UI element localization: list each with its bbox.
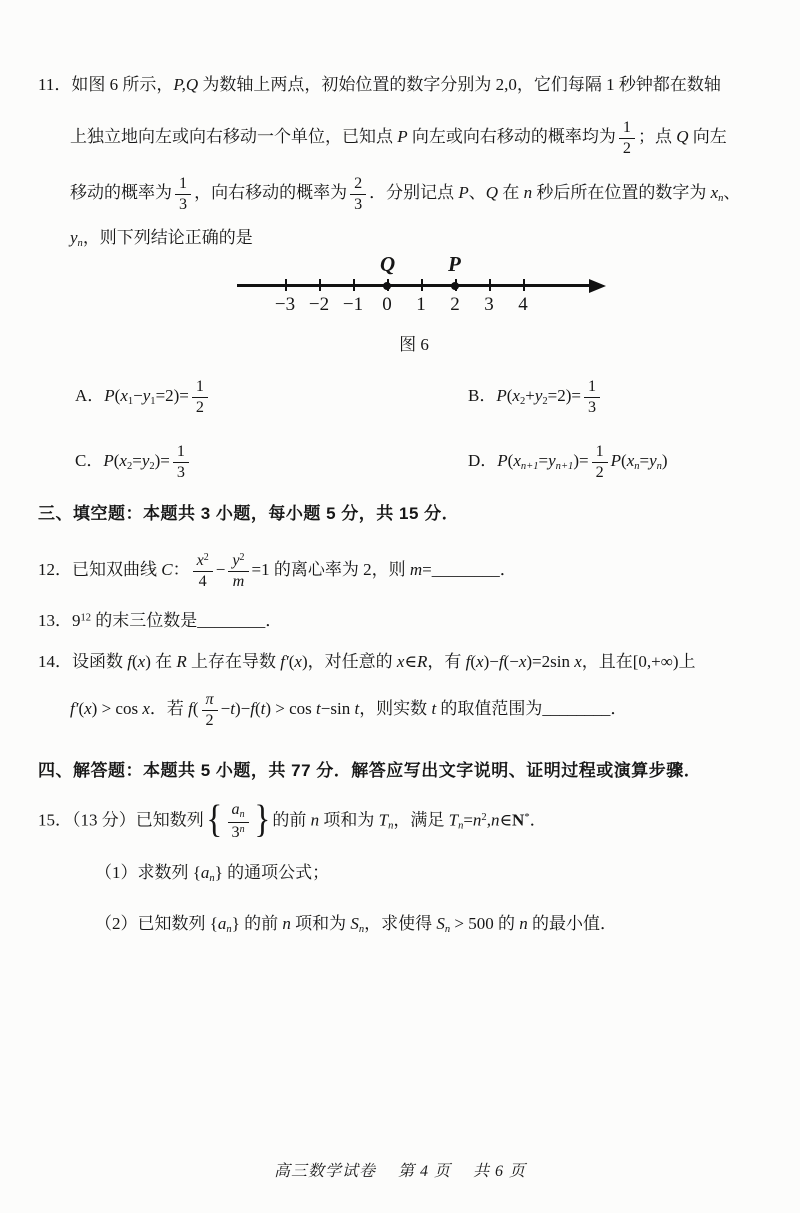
text-run: 为数轴上两点，初始位置的数字分别为 2,0，它们每隔 1 秒钟都在数轴 bbox=[198, 75, 721, 94]
text-run: ．分别记点 bbox=[369, 183, 459, 202]
text-run: x bbox=[196, 552, 204, 570]
text-run: x bbox=[142, 699, 150, 718]
text-run: )− bbox=[234, 699, 251, 718]
fraction bbox=[175, 175, 191, 213]
text-run: 2 bbox=[149, 461, 155, 473]
text-run: A． bbox=[75, 386, 105, 405]
text-run: 13．9 bbox=[38, 611, 81, 630]
text-run: t bbox=[260, 699, 266, 718]
text-run: ) bbox=[145, 652, 151, 671]
page-footer: 高三数学试卷 第 4 页 共 6 页 bbox=[273, 1163, 526, 1180]
text-run: x bbox=[710, 183, 719, 202]
text-run: ) > cos bbox=[265, 699, 317, 718]
text-run: x bbox=[518, 652, 527, 671]
text-run: 3 bbox=[587, 398, 597, 416]
text-run: ，则下列结论正确的是 bbox=[82, 228, 253, 247]
text-run: y bbox=[141, 451, 150, 470]
text-run: C bbox=[161, 560, 173, 579]
text-run: n bbox=[490, 810, 500, 830]
text-run: n bbox=[718, 193, 724, 205]
text-run: 移动的概率为 bbox=[70, 183, 172, 202]
text-run: 1 bbox=[595, 443, 604, 461]
text-run: 的最小值． bbox=[527, 914, 617, 933]
text-run: P bbox=[610, 451, 622, 470]
text-run: + bbox=[525, 386, 535, 405]
question-11-line-1 bbox=[38, 74, 721, 97]
axis-tick-label: −3 bbox=[274, 294, 296, 315]
text-run: n bbox=[523, 183, 533, 202]
text-run: 1 bbox=[150, 396, 156, 408]
text-run: ) bbox=[301, 652, 308, 671]
fraction bbox=[350, 175, 366, 213]
question-15-part-2 bbox=[95, 913, 617, 937]
text-run: x bbox=[120, 386, 128, 405]
text-run: n+1 bbox=[520, 461, 539, 473]
text-run: x bbox=[476, 652, 484, 671]
text-run: f bbox=[127, 652, 132, 671]
text-run: ，则实数 bbox=[359, 699, 432, 718]
text-run: 、 bbox=[468, 183, 486, 202]
text-run: ( bbox=[507, 451, 514, 470]
question-11-line-4 bbox=[70, 227, 253, 251]
text-run: ． bbox=[499, 560, 517, 579]
option-a bbox=[75, 370, 211, 422]
text-run: )= bbox=[154, 451, 170, 470]
text-run: n bbox=[656, 461, 662, 473]
fraction bbox=[202, 691, 218, 729]
question-15-part-1 bbox=[95, 862, 329, 886]
text-run: ________ bbox=[197, 611, 266, 630]
axis-tick bbox=[421, 279, 423, 291]
text-run: 2 bbox=[205, 711, 214, 729]
text-run: 项和为 bbox=[319, 810, 379, 830]
text-run: 2 bbox=[622, 139, 631, 157]
text-run: > 500 的 bbox=[450, 914, 520, 933]
text-run: ) > cos bbox=[91, 699, 143, 718]
axis-tick-label: 4 bbox=[518, 294, 528, 315]
text-run: 2 bbox=[239, 552, 245, 564]
text-run: n bbox=[239, 809, 245, 821]
text-run: m bbox=[409, 560, 423, 579]
axis-arrow-icon bbox=[589, 279, 606, 293]
figure-caption: 图 6 bbox=[399, 335, 429, 354]
text-run: y bbox=[142, 386, 151, 405]
text-run: P bbox=[458, 183, 469, 202]
text-run: f bbox=[188, 699, 193, 718]
text-run: f bbox=[498, 652, 504, 671]
point-label-q: Q bbox=[380, 252, 396, 276]
axis-tick bbox=[319, 279, 321, 291]
text-run: )= bbox=[573, 451, 589, 470]
text-run: ( bbox=[192, 699, 199, 718]
fraction bbox=[193, 552, 213, 590]
text-run: P bbox=[497, 451, 508, 470]
text-run: 1 bbox=[622, 119, 631, 137]
text-run: y bbox=[534, 386, 543, 405]
text-run: )− bbox=[483, 652, 499, 671]
text-run: 的前 bbox=[272, 810, 311, 830]
axis-tick-label: 0 bbox=[382, 294, 392, 315]
text-run: y bbox=[70, 228, 78, 247]
point-label-p: P bbox=[448, 252, 461, 276]
text-run: t bbox=[230, 699, 235, 718]
text-run: 上存在导数 bbox=[186, 652, 281, 671]
axis-tick-label: 3 bbox=[484, 294, 494, 315]
text-run: 3 bbox=[354, 195, 363, 213]
text-run: ，对任意的 bbox=[307, 652, 397, 671]
text-run: x bbox=[396, 652, 405, 671]
text-run: R bbox=[417, 652, 428, 671]
text-run: 2 bbox=[595, 463, 604, 481]
text-run: } 的通项公式； bbox=[214, 863, 330, 882]
question-13 bbox=[38, 610, 282, 633]
text-run: ( bbox=[506, 386, 513, 405]
text-run: 项和为 bbox=[290, 914, 351, 933]
text-run: ( bbox=[113, 451, 120, 470]
text-run: 1 bbox=[179, 175, 188, 193]
point-dot-p bbox=[451, 282, 460, 291]
text-run: 1 bbox=[127, 396, 134, 408]
fraction bbox=[592, 443, 608, 481]
text-run: )=2sin bbox=[526, 652, 575, 671]
text-run: n bbox=[358, 924, 365, 936]
text-run: a bbox=[231, 801, 240, 819]
text-run: 向左 bbox=[688, 127, 727, 146]
text-run: n bbox=[634, 461, 640, 473]
section-3-header: 三、填空题：本题共 3 小题，每小题 5 分，共 15 分． bbox=[38, 504, 460, 523]
text-run: n bbox=[310, 810, 320, 830]
text-run: 上独立地向左或向右移动一个单位，已知点 bbox=[70, 127, 398, 146]
axis-tick bbox=[353, 279, 355, 291]
text-run: 11．如图 6 所示， bbox=[38, 75, 174, 94]
text-run: ： bbox=[172, 560, 190, 579]
text-run: 2 bbox=[126, 461, 133, 473]
text-run: n bbox=[209, 873, 215, 885]
question-12 bbox=[38, 542, 517, 598]
text-run: − bbox=[215, 560, 226, 579]
text-run: P bbox=[104, 386, 115, 405]
text-run: =1 的离心率为 2，则 bbox=[251, 560, 410, 579]
text-run: , bbox=[486, 810, 491, 830]
text-run: f bbox=[250, 699, 255, 718]
text-run: = bbox=[463, 810, 473, 830]
question-14-line-2 bbox=[70, 683, 627, 735]
text-run: n bbox=[472, 810, 482, 830]
text-run: n bbox=[239, 824, 245, 836]
text-run: − bbox=[133, 386, 143, 405]
text-run: n bbox=[388, 820, 394, 832]
fraction bbox=[619, 119, 635, 157]
fraction bbox=[228, 801, 249, 841]
text-run: 1 bbox=[587, 378, 597, 396]
text-run: 14．设函数 bbox=[38, 652, 128, 671]
question-14-line-1 bbox=[38, 651, 696, 674]
text-run: 15．（13 分）已知数列 bbox=[38, 810, 204, 830]
text-run: R bbox=[176, 652, 187, 671]
text-run: S bbox=[436, 914, 445, 933]
text-run: 2 bbox=[354, 175, 363, 193]
text-run: ． bbox=[265, 611, 283, 630]
text-run: x bbox=[626, 451, 635, 470]
text-run: =2)= bbox=[547, 386, 581, 405]
text-run: 2 bbox=[203, 552, 209, 564]
text-run: = bbox=[132, 451, 142, 470]
text-run: 4 bbox=[198, 572, 207, 590]
text-run: =2)= bbox=[155, 386, 189, 405]
text-run: * bbox=[524, 812, 530, 823]
text-run: f bbox=[465, 652, 471, 671]
text-run: 的末三位数是 bbox=[91, 611, 198, 630]
text-run: ________ bbox=[431, 560, 500, 579]
text-run: n+1 bbox=[555, 461, 574, 473]
text-run: = bbox=[422, 560, 432, 579]
text-run: x bbox=[294, 652, 302, 671]
axis-tick-label: −1 bbox=[342, 294, 364, 315]
text-run: D． bbox=[468, 451, 498, 470]
option-d bbox=[468, 435, 668, 487]
axis-tick bbox=[285, 279, 287, 291]
fraction bbox=[584, 378, 600, 416]
text-run: ) bbox=[661, 451, 668, 470]
text-run: x bbox=[513, 451, 521, 470]
text-run: n bbox=[77, 238, 83, 250]
text-run: P bbox=[397, 127, 408, 146]
text-run: n bbox=[519, 914, 528, 933]
text-run: P bbox=[496, 386, 507, 405]
text-run: P bbox=[103, 451, 114, 470]
text-run: = bbox=[639, 451, 650, 470]
axis-tick bbox=[523, 279, 525, 291]
option-c bbox=[75, 435, 192, 487]
text-run: t bbox=[431, 699, 437, 718]
point-dot-q bbox=[383, 282, 392, 291]
text-run: （1）求数列 { bbox=[95, 863, 201, 882]
text-run: 2 bbox=[195, 398, 204, 416]
text-run: 3 bbox=[231, 824, 240, 842]
text-run: n bbox=[282, 914, 291, 933]
text-run: ∈ bbox=[404, 652, 417, 671]
text-run: f′ bbox=[280, 652, 289, 671]
axis-tick-label: 2 bbox=[450, 294, 460, 315]
text-run: = bbox=[538, 451, 549, 470]
text-run: ∈ bbox=[499, 810, 513, 830]
text-run: ( bbox=[78, 699, 85, 718]
text-run: C． bbox=[75, 451, 104, 470]
text-run: n bbox=[444, 924, 451, 936]
text-run: ( bbox=[470, 652, 477, 671]
text-run: a bbox=[200, 863, 210, 882]
text-run: 12 bbox=[80, 612, 92, 624]
text-run: ( bbox=[114, 386, 121, 405]
text-run: m bbox=[232, 572, 245, 590]
text-run: f′ bbox=[70, 699, 79, 718]
text-run: ( bbox=[288, 652, 295, 671]
text-run: ( bbox=[131, 652, 138, 671]
text-run: y bbox=[548, 451, 556, 470]
text-run: ，且在[0,+∞)上 bbox=[581, 652, 696, 671]
axis-tick-label: −2 bbox=[308, 294, 330, 315]
text-run: π bbox=[205, 691, 214, 709]
text-run: 2 bbox=[519, 396, 526, 408]
text-run: ；点 bbox=[637, 127, 677, 146]
text-run: ，满足 bbox=[393, 810, 449, 830]
text-run: ，有 bbox=[427, 652, 466, 671]
text-run: ________ bbox=[542, 699, 611, 718]
text-run: ( bbox=[254, 699, 261, 718]
text-run: t bbox=[354, 699, 360, 718]
text-run: ． bbox=[610, 699, 628, 718]
text-run: ，求使得 bbox=[364, 914, 437, 933]
text-run: ． bbox=[529, 810, 547, 830]
text-run: 3 bbox=[176, 463, 185, 481]
text-run: y bbox=[232, 552, 240, 570]
question-11-line-3 bbox=[70, 167, 740, 219]
text-run: S bbox=[350, 914, 359, 933]
text-run: 、 bbox=[723, 183, 741, 202]
text-run: N bbox=[512, 810, 525, 830]
text-run: P,Q bbox=[173, 75, 199, 94]
option-b bbox=[468, 370, 603, 422]
fraction bbox=[173, 443, 189, 481]
text-run: a bbox=[217, 914, 227, 933]
text-run: } 的前 bbox=[231, 914, 283, 933]
text-run: − bbox=[220, 699, 231, 718]
text-run: 12．已知双曲线 bbox=[38, 560, 162, 579]
text-run: 在 bbox=[498, 183, 524, 202]
text-run: 3 bbox=[179, 195, 188, 213]
number-line-figure bbox=[237, 250, 617, 358]
text-run: −sin bbox=[320, 699, 355, 718]
text-run: Q bbox=[485, 183, 499, 202]
text-run: n bbox=[226, 924, 232, 936]
text-run: x bbox=[119, 451, 127, 470]
text-run: (− bbox=[503, 652, 519, 671]
text-run: x bbox=[137, 652, 146, 671]
text-run: x bbox=[512, 386, 520, 405]
text-run: （2）已知数列 { bbox=[95, 914, 218, 933]
text-run: 1 bbox=[195, 378, 204, 396]
text-run: y bbox=[649, 451, 657, 470]
text-run: B． bbox=[468, 386, 497, 405]
text-run: ．若 bbox=[149, 699, 189, 718]
text-run: 2 bbox=[542, 396, 548, 408]
axis-line bbox=[237, 284, 591, 287]
text-run: 1 bbox=[176, 443, 185, 461]
question-15-stem: 15．（13 分）已知数列{ $\frac{an}{3^n}$ } 的前 n 项和为 Tn，满足 $Tn=n^2,n\in N^*$． bbox=[38, 797, 547, 842]
text-run: 的取值范围为 bbox=[436, 699, 543, 718]
section-4-header: 四、解答题：本题共 5 小题，共 77 分．解答应写出文字说明、证明过程或演算步骤． bbox=[38, 761, 702, 780]
text-run: T bbox=[378, 810, 389, 830]
text-run: 2 bbox=[481, 812, 487, 823]
text-run: 秒后所在位置的数字为 bbox=[532, 183, 711, 202]
axis-tick-label: 1 bbox=[416, 294, 426, 315]
fraction bbox=[192, 378, 208, 416]
question-11-line-2 bbox=[70, 111, 727, 163]
text-run: Q bbox=[676, 127, 689, 146]
axis-tick bbox=[489, 279, 491, 291]
text-run: x bbox=[574, 652, 582, 671]
text-run: T bbox=[448, 810, 459, 830]
text-run: 向左或向右移动的概率均为 bbox=[407, 127, 616, 146]
fraction bbox=[228, 552, 248, 590]
text-run: x bbox=[84, 699, 92, 718]
text-run: ，向右移动的概率为 bbox=[194, 183, 348, 202]
text-run: ( bbox=[621, 451, 627, 470]
text-run: 在 bbox=[150, 652, 177, 671]
text-run: t bbox=[316, 699, 321, 718]
text-run: n bbox=[458, 820, 464, 832]
